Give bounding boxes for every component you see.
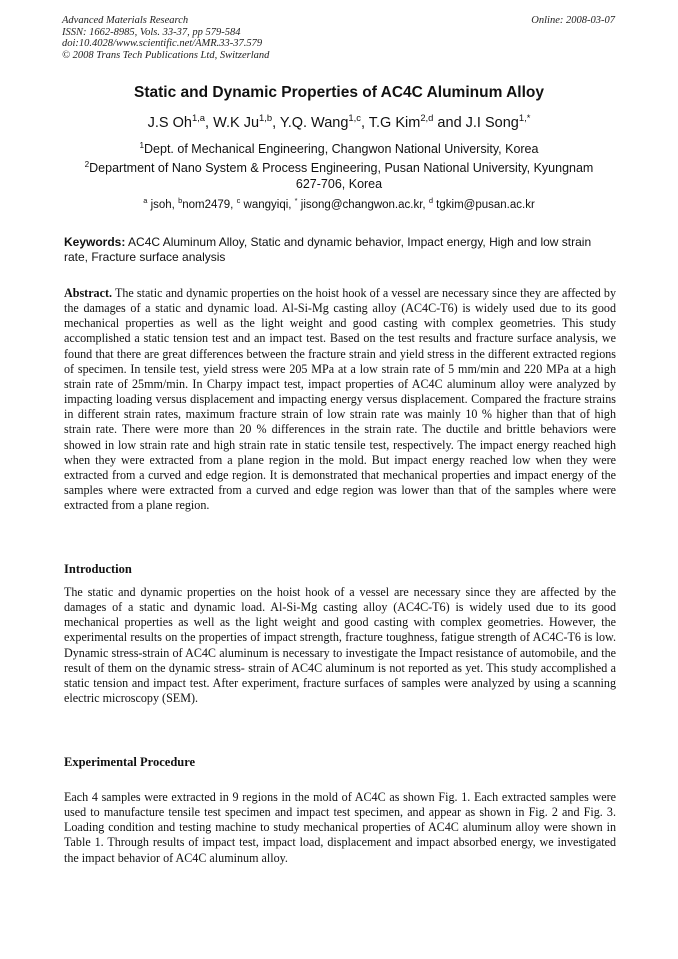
- author-affil-mark: 1,a: [191, 112, 206, 124]
- author-affil-mark: 2,d: [420, 112, 434, 124]
- author-affil-mark: 1,c: [348, 112, 361, 124]
- affiliation-text: Dept. of Mechanical Engineering, Changwon National University, Korea: [144, 142, 539, 156]
- journal-doi: doi:10.4028/www.scientific.net/AMR.33-37.579: [62, 38, 263, 50]
- author-list: [0, 112, 678, 131]
- author-separator: ,: [272, 115, 280, 131]
- author-name: T.G Kim: [368, 115, 421, 131]
- email-mark: *: [294, 196, 298, 206]
- experimental-heading: Experimental Procedure: [64, 755, 196, 769]
- author-separator: ,: [205, 115, 214, 131]
- experimental-text: Each 4 samples were extracted in 9 regions in the mold of AC4C as shown Fig. 1. Each extracted samples were used to manufacture tensile test specimen and impact test specimen, and appear as shown in Fig. 2 and Fig. 3. Loading condition and testing machine to study mechanical properties of AC4C aluminum alloy were shown in Table 1. Through results of impact test, impact load, displacement and impact absorbed energy, we investigated the impact behavior of AC4C aluminum alloy.: [64, 790, 616, 865]
- keywords-text: AC4C Aluminum Alloy, Static and dynamic behavior, Impact energy, High and low strain rate, Fracture surface analysis: [64, 235, 592, 264]
- abstract: [64, 286, 616, 513]
- author-separator: and: [433, 115, 466, 131]
- journal-header: [62, 15, 269, 61]
- email-text: tgkim@pusan.ac.kr: [436, 199, 535, 211]
- author-name: J.I Song: [465, 115, 519, 131]
- author-name: W.K Ju: [213, 115, 260, 131]
- author-affil-mark: 1,b: [259, 112, 273, 124]
- introduction-text: The static and dynamic properties on the hoist hook of a vessel are necessary since they are affected by the damages of a static and dynamic load. Al-Si-Mg casting alloy (AC4C-T6) is widely used due to its good mechanical properties as well as the light weight and good casting with complex geometries. However, the experimental results on the properties of impact strength, fracture toughness, fatigue strength of AC4C-T6 is low. Dynamic stress-strain of AC4C aluminum is necessary to investigate the Impact resistance of automobile, and the result of them on the dynamic stress- strain of AC4C aluminum is not reported as yet. This study accomplished a static tension and impact test. After experiment, fracture surfaces of samples were analyzed by using a scanning electric microscopy (SEM).: [64, 585, 616, 706]
- email-mark: c: [236, 196, 241, 206]
- journal-copyright: © 2008 Trans Tech Publications Ltd, Switzerland: [62, 49, 270, 61]
- email-text: jsoh,: [150, 199, 179, 211]
- email-list: [75, 197, 603, 213]
- abstract-text: The static and dynamic properties on the hoist hook of a vessel are necessary since they are affected by the damages of a static and dynamic load. Al-Si-Mg casting alloy (AC4C-T6) is widely used due to its good mechanical properties as well as the light weight and good casting with complex geometries. This study accomplished a static tension test and an impact test. Based on the test results and fracture surface analysis, we found that there are great differences between the fracture strain and yield stress in the different extracted regions of specimen. In tensile test, yield stress were 205 MPa at a low strain rate of 5 mm/min and 220 MPa at a high strain rate of 25mm/min. In Charpy impact test, impact properties of AC4C aluminum alloy were analyzed by impacting loading versus displacement and impacting energy versus displacement. Compared the fracture strains in different strain rates, maximum fracture strain of low strain rate was mainly 10 % higher than that of high strain rate. There were more than 20 % differences in the strain rate. The ductile and brittle behaviors were showed in low strain rate and high strain rate in static tensile test, respectively. The impact energy reached high when they were extracted from a plane region in the mold. But impact energy reached low when they were extracted from a curved and edge region. It is demonstrated that mechanical properties and impact energy of the samples where were extracted from a curved and edge region was lower than that of the samples where were extracted from a plane region.: [64, 286, 616, 513]
- email-mark: a: [143, 196, 148, 206]
- online-date: Online: 2008-03-07: [531, 15, 615, 26]
- author-name: J.S Oh: [147, 115, 192, 131]
- affiliation-2: [75, 160, 603, 192]
- journal-name: Advanced Materials Research: [62, 15, 189, 26]
- author-affil-mark: 1,*: [518, 112, 531, 124]
- author-separator: ,: [360, 115, 369, 131]
- affiliation-text: Department of Nano System & Process Engineering, Pusan National University, Kyungnam 627-706, Korea: [89, 161, 594, 191]
- affiliation-mark: 2: [84, 159, 90, 169]
- author-name: Y.Q. Wang: [279, 115, 349, 131]
- email-text: jisong@changwon.ac.kr,: [300, 199, 429, 211]
- email-text: nom2479,: [182, 199, 237, 211]
- paper-title: Static and Dynamic Properties of AC4C Aluminum Alloy: [134, 84, 544, 101]
- introduction-heading: Introduction: [64, 562, 132, 576]
- email-text: wangyiqi,: [243, 199, 295, 211]
- keywords-label: Keywords:: [64, 235, 126, 249]
- journal-issn: ISSN: 1662-8985, Vols. 33-37, pp 579-584: [62, 26, 241, 38]
- email-mark: b: [178, 196, 183, 206]
- email-mark: d: [428, 196, 433, 206]
- abstract-label: Abstract.: [64, 286, 113, 300]
- affiliation-1: [75, 141, 603, 157]
- affiliation-mark: 1: [139, 140, 145, 150]
- keywords: [64, 235, 616, 265]
